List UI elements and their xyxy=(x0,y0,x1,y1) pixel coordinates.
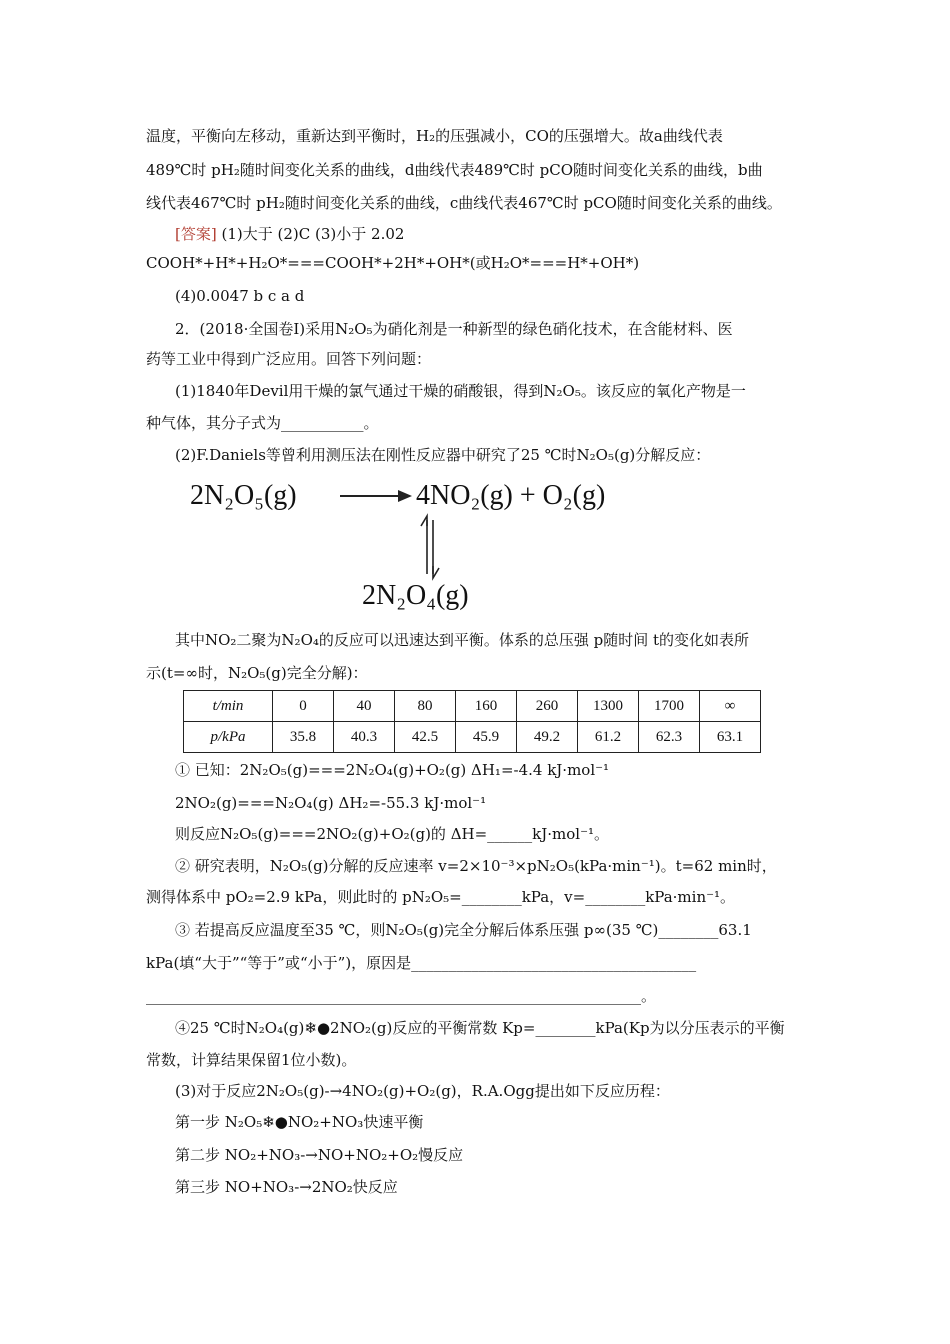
table-cell: 0 xyxy=(273,691,334,722)
table-header-cell: t/min xyxy=(184,691,273,722)
pressure-table xyxy=(183,690,761,753)
table-cell: 80 xyxy=(395,691,456,722)
table-cell: ∞ xyxy=(700,691,761,722)
answer-line xyxy=(175,224,404,244)
product-label: 4NO₂(g) + O₂(g) xyxy=(416,480,606,511)
table-cell: 45.9 xyxy=(456,722,517,753)
text-line: 线代表467℃时 pH₂随时间变化关系的曲线，c曲线代表467℃时 pCO随时间变化关系的曲线。 xyxy=(146,194,782,212)
answer-text: (1)大于 (2)C (3)小于 2.02 xyxy=(221,225,405,243)
table-cell: 1300 xyxy=(578,691,639,722)
table-cell: 42.5 xyxy=(395,722,456,753)
table-cell: 61.2 xyxy=(578,722,639,753)
text-line: (1)1840年Devil用干燥的氯气通过干燥的硝酸银，得到N₂O₅。该反应的氧化产物是一 xyxy=(175,382,746,400)
table-header-cell: p/kPa xyxy=(184,722,273,753)
text-line: kPa(填“大于”“等于”或“小于”)，原因是______________________________________ xyxy=(146,954,697,972)
table-row xyxy=(184,722,761,753)
text-line: ③ 若提高反应温度至35 ℃，则N₂O₅(g)完全分解后体系压强 p∞(35 ℃)________63.1 xyxy=(175,921,752,939)
text-line: (4)0.0047 b c a d xyxy=(175,287,305,305)
text-line: 则反应N₂O₅(g)===2NO₂(g)+O₂(g)的 ΔH=______kJ·mol⁻¹。 xyxy=(175,825,610,843)
text-line: 种气体，其分子式为___________。 xyxy=(146,414,379,432)
text-line: 2．(2018·全国卷Ⅰ)采用N₂O₅为硝化剂是一种新型的绿色硝化技术，在含能材料、医 xyxy=(175,320,733,338)
table-cell: 49.2 xyxy=(517,722,578,753)
text-line: COOH*+H*+H₂O*===COOH*+2H*+OH*(或H₂O*===H*+OH*) xyxy=(146,254,640,272)
text-line: (3)对于反应2N₂O₅(g)-→4NO₂(g)+O₂(g)，R.A.Ogg提出如下反应历程： xyxy=(175,1082,670,1100)
text-line: 示(t=∞时，N₂O₅(g)完全分解)： xyxy=(146,664,368,682)
text-line: 药等工业中得到广泛应用。回答下列问题： xyxy=(146,350,432,368)
text-line: 常数，计算结果保留1位小数)。 xyxy=(146,1051,357,1069)
text-line: 第三步 NO+NO₃-→2NO₂快反应 xyxy=(175,1178,398,1196)
text-line: ① 已知：2N₂O₅(g)===2N₂O₄(g)+O₂(g) ΔH₁=-4.4 kJ·mol⁻¹ xyxy=(175,761,610,779)
table-cell: 40.3 xyxy=(334,722,395,753)
text-line: 第二步 NO₂+NO₃-→NO+NO₂+O₂慢反应 xyxy=(175,1146,464,1164)
text-line: ② 研究表明，N₂O₅(g)分解的反应速率 v=2×10⁻³×pN₂O₅(kPa·min⁻¹)。t=62 min时， xyxy=(175,857,777,875)
text-line: 温度，平衡向左移动，重新达到平衡时，H₂的压强减小，CO的压强增大。故a曲线代表 xyxy=(146,127,723,145)
text-line: 第一步 N₂O₅❄●NO₂+NO₃快速平衡 xyxy=(175,1113,424,1131)
text-line: 489℃时 pH₂随时间变化关系的曲线，d曲线代表489℃时 pCO随时间变化关系的曲线，b曲 xyxy=(146,161,763,179)
table-cell: 1700 xyxy=(639,691,700,722)
table-cell: 63.1 xyxy=(700,722,761,753)
text-line: 测得体系中 pO₂=2.9 kPa，则此时的 pN₂O₅=________kPa，v=________kPa·min⁻¹。 xyxy=(146,888,736,906)
table-cell: 160 xyxy=(456,691,517,722)
text-line: __________________________________________________________________。 xyxy=(146,987,657,1005)
reaction-scheme xyxy=(190,474,690,624)
dimer-label: 2N₂O₄(g) xyxy=(362,580,469,611)
table-cell: 260 xyxy=(517,691,578,722)
table-cell: 40 xyxy=(334,691,395,722)
text-line: 2NO₂(g)===N₂O₄(g) ΔH₂=-55.3 kJ·mol⁻¹ xyxy=(175,794,487,812)
text-line: (2)F.Daniels等曾利用测压法在刚性反应器中研究了25 ℃时N₂O₅(g)分解反应： xyxy=(175,446,711,464)
text-line: ④25 ℃时N₂O₄(g)❄●2NO₂(g)反应的平衡常数 Kp=________kPa(Kp为以分压表示的平衡 xyxy=(175,1019,785,1037)
table-cell: 35.8 xyxy=(273,722,334,753)
reactant-label: 2N₂O₅(g) xyxy=(190,480,297,511)
table-row xyxy=(184,691,761,722)
text-line: 其中NO₂二聚为N₂O₄的反应可以迅速达到平衡。体系的总压强 p随时间 t的变化如表所 xyxy=(175,631,750,649)
table-cell: 62.3 xyxy=(639,722,700,753)
answer-tag: [答案] xyxy=(175,225,217,243)
